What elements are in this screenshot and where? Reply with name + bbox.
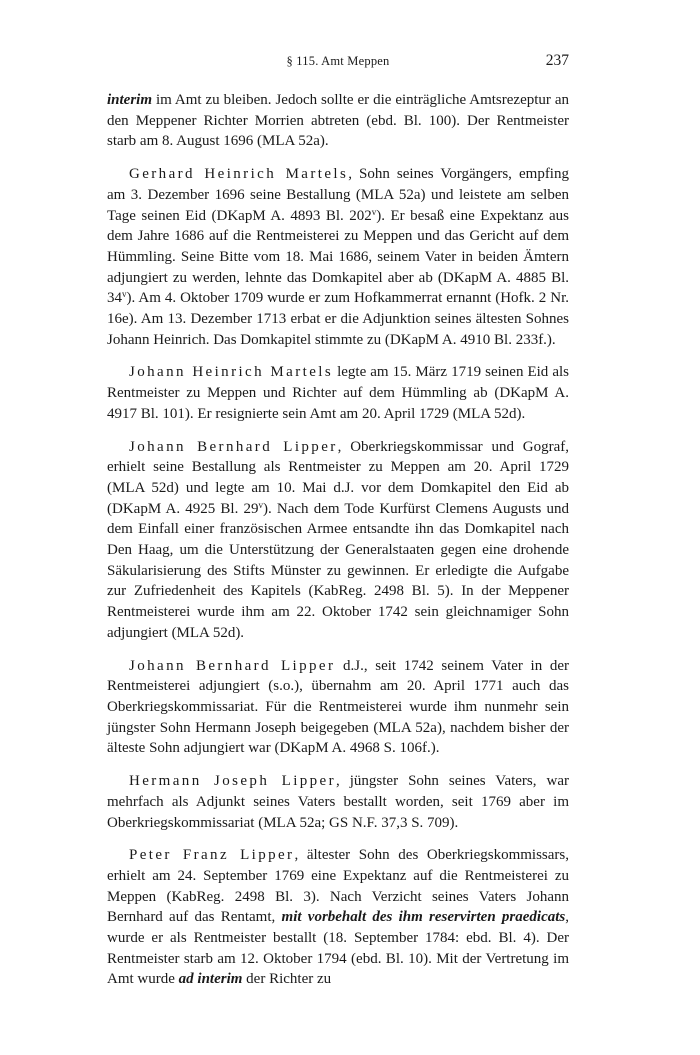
- running-head-title: § 115. Amt Meppen: [286, 54, 390, 68]
- text-run: ). Er besaß eine Expektanz aus dem Jahre 1686 auf die Rentmeisterei zu Meppen und das Gericht auf dem Hümmling. Seine Bitte vom 18. Mai 1686, seinem Vater in beiden Ämtern adjungiert zu werden, lehnte das Domkapitel aber ab (DKapM A. 4885 Bl. 34: [107, 207, 569, 307]
- text-run: der Richter zu: [242, 971, 332, 988]
- italic-phrase: ad interim: [178, 971, 243, 988]
- text-run: ). Nach dem Tode Kurfürst Clemens Augusts und dem Einfall einer französischen Armee entsandte ihn das Domkapitel nach Den Haag, um die Unterstützung der Generalstaaten gegen eine drohende Säkularisierung des Stifts Münster zu gewinnen. Er erledigte die Aufgabe zur Zufriedenheit des Kapitels (KabReg. 2498 Bl. 5). In der Meppener Rentmeisterei wurde ihm am 22. Oktober 1742 sein gleichnamiger Sohn adjungiert (MLA 52d).: [107, 500, 569, 641]
- paragraph: [107, 771, 569, 833]
- text-run: , jüngster Sohn seines Vaters, war mehrfach als Adjunkt seines Vaters bestallt worden, seit 1769 aber im Oberkriegskommissariat (MLA 52a; GS N.F. 37,3 S. 709).: [107, 773, 569, 831]
- italic-phrase: interim: [107, 92, 153, 108]
- paragraph: [107, 164, 569, 350]
- person-name: Gerhard Heinrich Martels: [129, 166, 349, 183]
- text-run: , Oberkriegskommissar und Gograf, erhielt seine Bestallung als Rentmeister zu Meppen am 20. April 1729 (MLA 52d) und legte am 10. Mai d.J. vor dem Domkapitel den Eid ab (DKapM A. 4925 Bl. 29: [107, 438, 569, 517]
- text-run: ). Am 4. Oktober 1709 wurde er zum Hofkammerrat ernannt (Hofk. 2 Nr. 16e). Am 13. Dezember 1713 erbat er die Adjunktion seines ältesten Sohnes Johann Heinrich. Das Domkapitel stimmte zu (DKapM A. 4910 Bl. 233f.).: [107, 290, 569, 348]
- page-number: 237: [545, 52, 569, 69]
- superscript: v: [258, 499, 263, 510]
- text-run: , Sohn seines Vorgängers, empfing am 3. Dezember 1696 seine Bestallung (MLA 52a) und leistete am selben Tage seinen Eid (DKapM A. 4893 Bl. 202: [107, 166, 569, 224]
- person-name: Johann Bernhard Lipper: [129, 438, 338, 455]
- body-text: [107, 90, 569, 1002]
- paragraph: [107, 90, 569, 152]
- paragraph: [107, 845, 569, 990]
- person-name: Peter Franz Lipper: [129, 847, 295, 864]
- person-name: Johann Bernhard Lipper: [129, 657, 336, 674]
- text-run: d.J., seit 1742 seinem Vater in der Rentmeisterei adjungiert (s.o.), übernahm am 20. April 1771 auch das Oberkriegskommissariat. Für die Rentmeisterei wurde ihm nunmehr sein jüngster Sohn Hermann Joseph beigegeben (MLA 52a), nachdem bisher der älteste Sohn adjungiert war (DKapM A. 4968 S. 106f.).: [107, 657, 570, 757]
- text-run: im Amt zu bleiben. Jedoch sollte er die einträgliche Amtsrezeptur an den Meppener Richter Morrien abtreten (ebd. Bl. 100). Der Rentmeister starb am 8. August 1696 (MLA 52a).: [107, 92, 569, 150]
- text-run: , wurde er als Rentmeister bestallt (18. September 1784: ebd. Bl. 4). Der Rentmeister starb am 12. Oktober 1794 (ebd. Bl. 10). Mit der Vertretung im Amt wurde: [107, 909, 570, 988]
- superscript: v: [122, 289, 127, 300]
- running-head: [107, 52, 569, 72]
- paragraph: [107, 362, 569, 424]
- paragraph: [107, 437, 569, 644]
- superscript: v: [371, 206, 377, 217]
- person-name: Johann Heinrich Martels: [129, 364, 334, 381]
- italic-phrase: mit vorbehalt des ihm reservirten praedicats: [281, 909, 566, 926]
- text-run: , ältester Sohn des Oberkriegskommissars, erhielt am 24. September 1769 eine Expektanz auf die Rentmeisterei zu Meppen (KabReg. 2498 Bl. 3). Nach Verzicht seines Vaters Johann Bernhard auf das Rentamt,: [107, 847, 569, 926]
- paragraph: [107, 656, 569, 760]
- text-run: legte am 15. März 1719 seinen Eid als Rentmeister zu Meppen und Richter auf dem Hümmling ab (DKapM A. 4917 Bl. 101). Er resignierte sein Amt am 20. April 1729 (MLA 52d).: [107, 364, 569, 422]
- person-name: Hermann Joseph Lipper: [129, 773, 337, 790]
